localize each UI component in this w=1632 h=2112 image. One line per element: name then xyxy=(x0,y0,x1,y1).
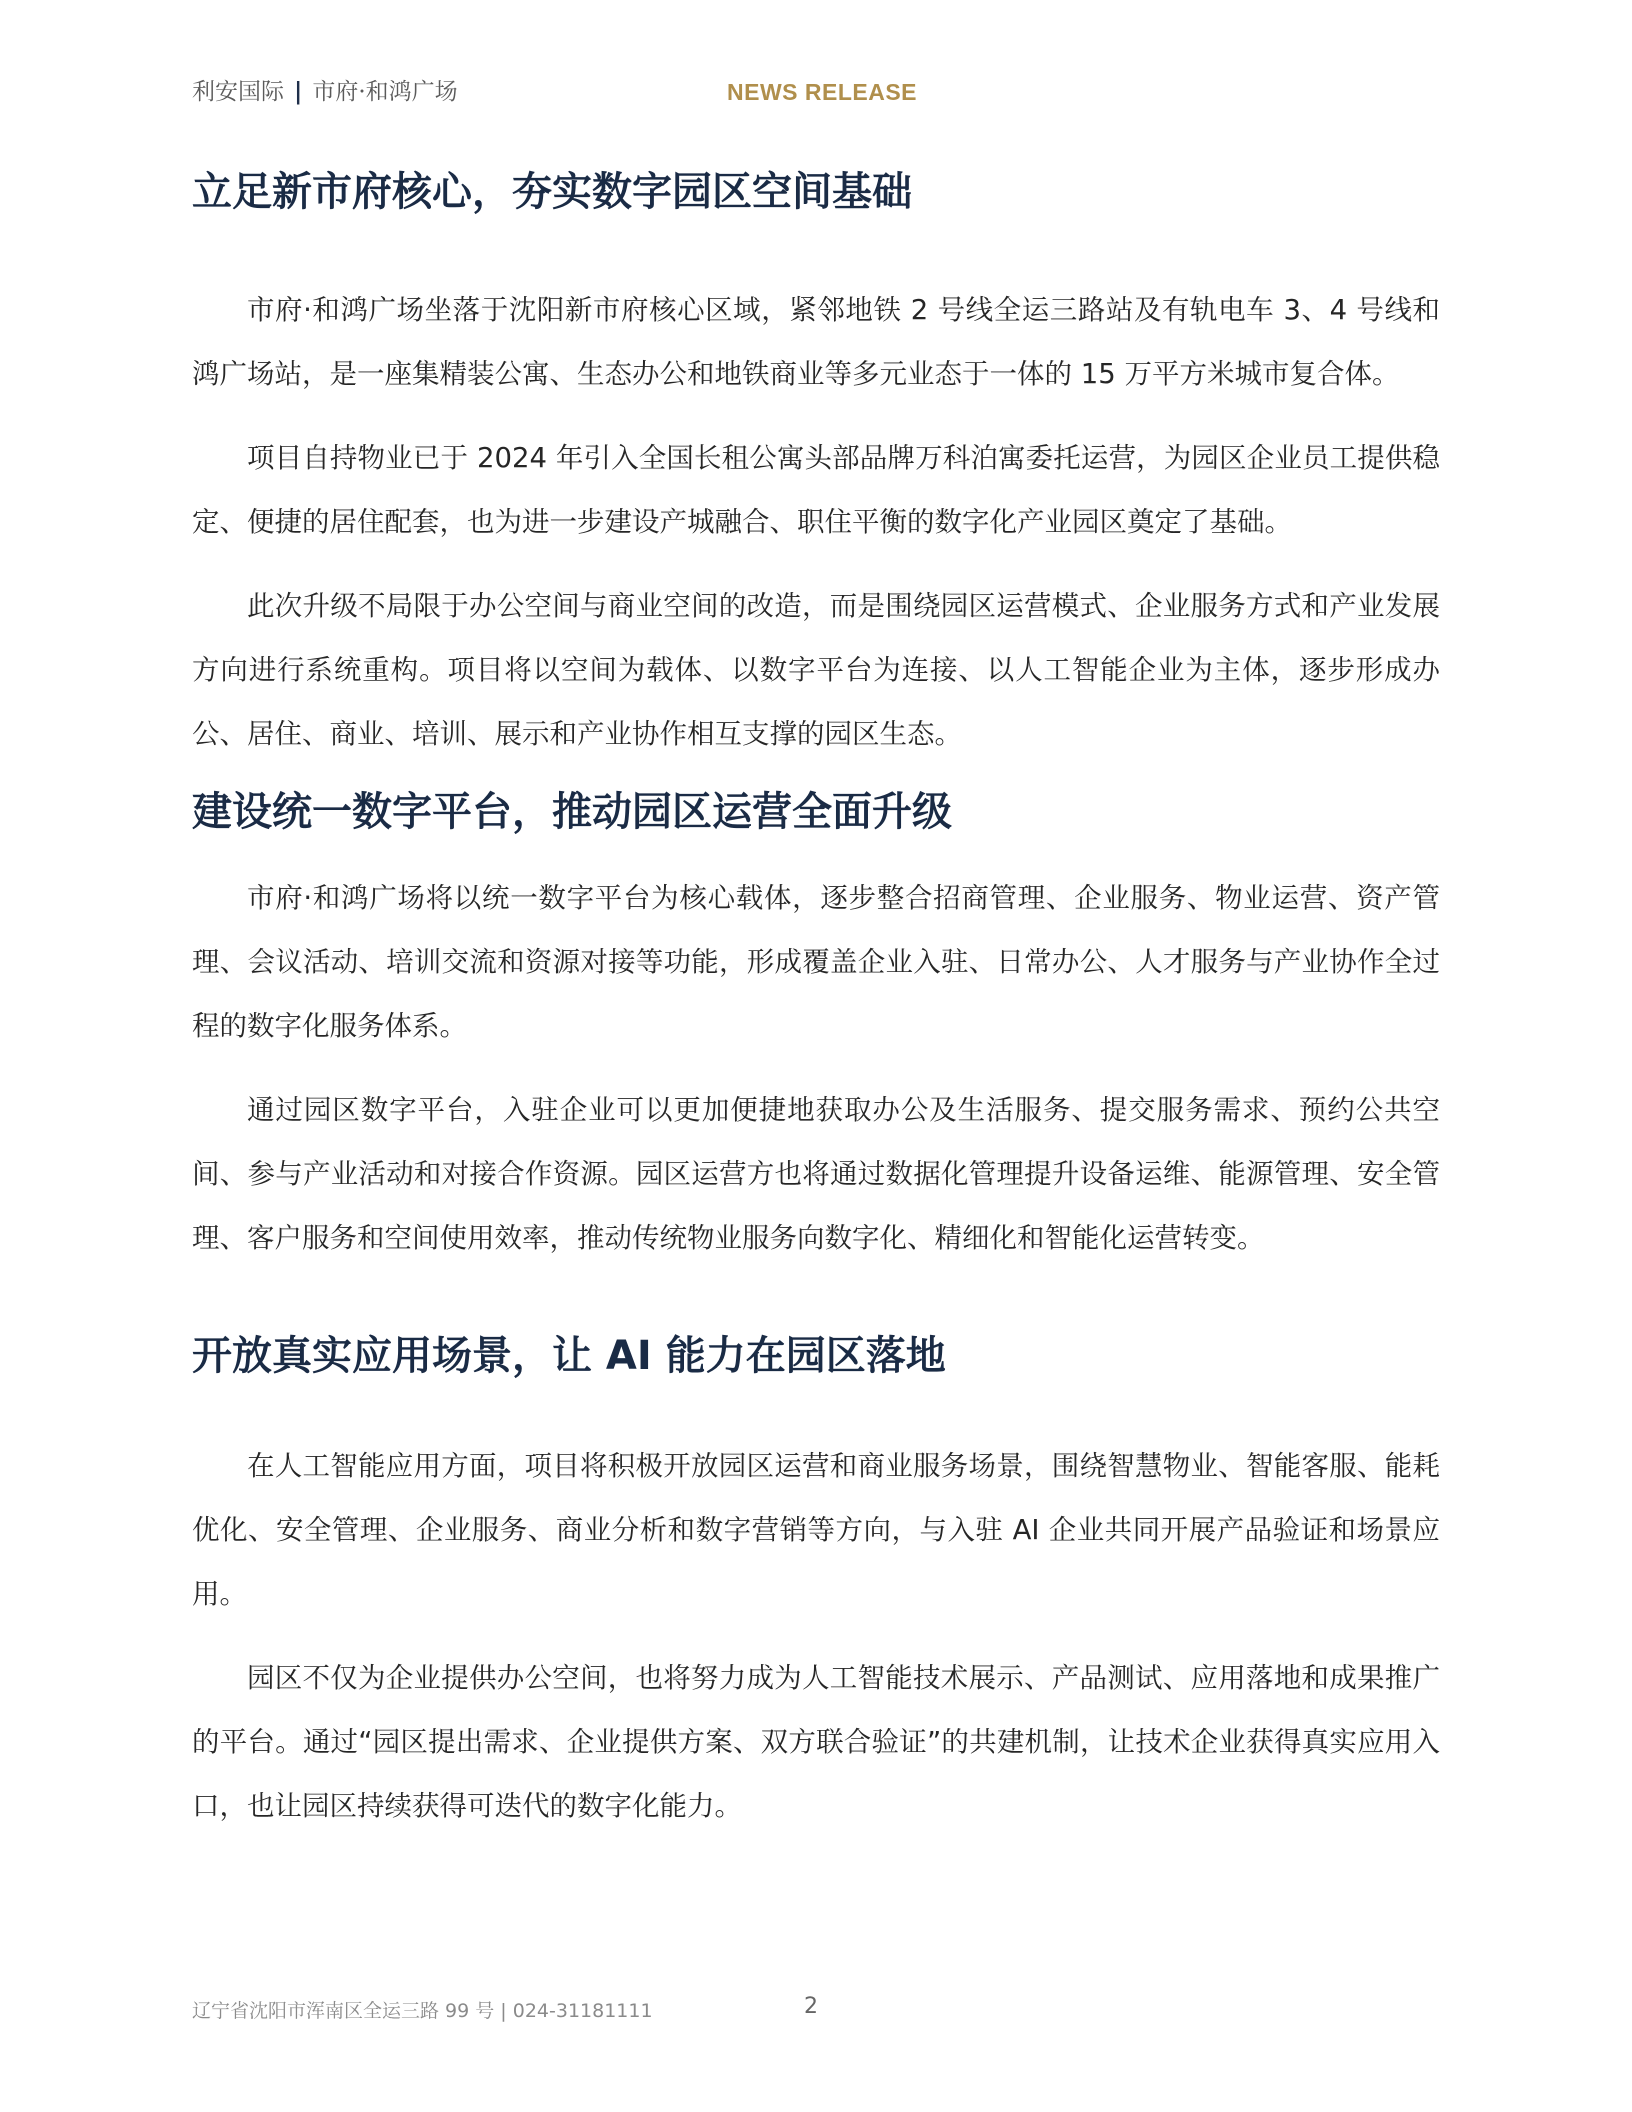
section-1-paragraph-2: 项目自持物业已于 2024 年引入全国长租公寓头部品牌万科泊寓委托运营，为园区企业员工提供稳定、便捷的居住配套，也为进一步建设产城融合、职住平衡的数字化产业园区奠定了基础。 xyxy=(192,442,1440,538)
page-footer xyxy=(192,1996,1440,2026)
section-3-paragraph-2: 园区不仅为企业提供办公空间，也将努力成为人工智能技术展示、产品测试、应用落地和成果推广的平台。通过“园区提出需求、企业提供方案、双方联合验证”的共建机制，让技术企业获得真实应用入口，也让园区持续获得可迭代的数字化能力。 xyxy=(192,1662,1440,1822)
footer-address: 辽宁省沈阳市浑南区全运三路 99 号 | 024-31181111 xyxy=(192,2000,653,2022)
section-2-paragraph-1: 市府·和鸿广场将以统一数字平台为核心载体，逐步整合招商管理、企业服务、物业运营、资产管理、会议活动、培训交流和资源对接等功能，形成覆盖企业入驻、日常办公、人才服务与产业协作全过程的数字化服务体系。 xyxy=(192,882,1440,1042)
section-heading-1: 立足新市府核心，夯实数字园区空间基础 xyxy=(192,169,912,215)
news-release-label: NEWS RELEASE xyxy=(727,79,918,105)
section-3-paragraph-1: 在人工智能应用方面，项目将积极开放园区运营和商业服务场景，围绕智慧物业、智能客服、能耗优化、安全管理、企业服务、商业分析和数字营销等方向，与入驻 AI 企业共同开展产品验证和场景应用。 xyxy=(192,1450,1440,1610)
project-name: 市府·和鸿广场 xyxy=(312,79,458,105)
section-heading-3: 开放真实应用场景，让 AI 能力在园区落地 xyxy=(192,1333,946,1379)
page-number: 2 xyxy=(804,1994,818,2019)
section-1-paragraph-3: 此次升级不局限于办公空间与商业空间的改造，而是围绕园区运营模式、企业服务方式和产业发展方向进行系统重构。项目将以空间为载体、以数字平台为连接、以人工智能企业为主体，逐步形成办公、居住、商业、培训、展示和产业协作相互支撑的园区生态。 xyxy=(192,590,1440,750)
brand-line xyxy=(192,72,458,112)
section-heading-2: 建设统一数字平台，推动园区运营全面升级 xyxy=(192,789,952,835)
company-name: 利安国际 xyxy=(192,79,284,105)
section-2-paragraph-2: 通过园区数字平台，入驻企业可以更加便捷地获取办公及生活服务、提交服务需求、预约公共空间、参与产业活动和对接合作资源。园区运营方也将通过数据化管理提升设备运维、能源管理、安全管理、客户服务和空间使用效率，推动传统物业服务向数字化、精细化和智能化运营转变。 xyxy=(192,1094,1440,1254)
header-separator: | xyxy=(294,78,303,105)
section-1-paragraph-1: 市府·和鸿广场坐落于沈阳新市府核心区域，紧邻地铁 2 号线全运三路站及有轨电车 3、4 号线和鸿广场站，是一座集精装公寓、生态办公和地铁商业等多元业态于一体的 15 万平方米城市复合体。 xyxy=(192,294,1440,390)
page-header xyxy=(192,72,1440,112)
article-body xyxy=(192,150,1440,1838)
